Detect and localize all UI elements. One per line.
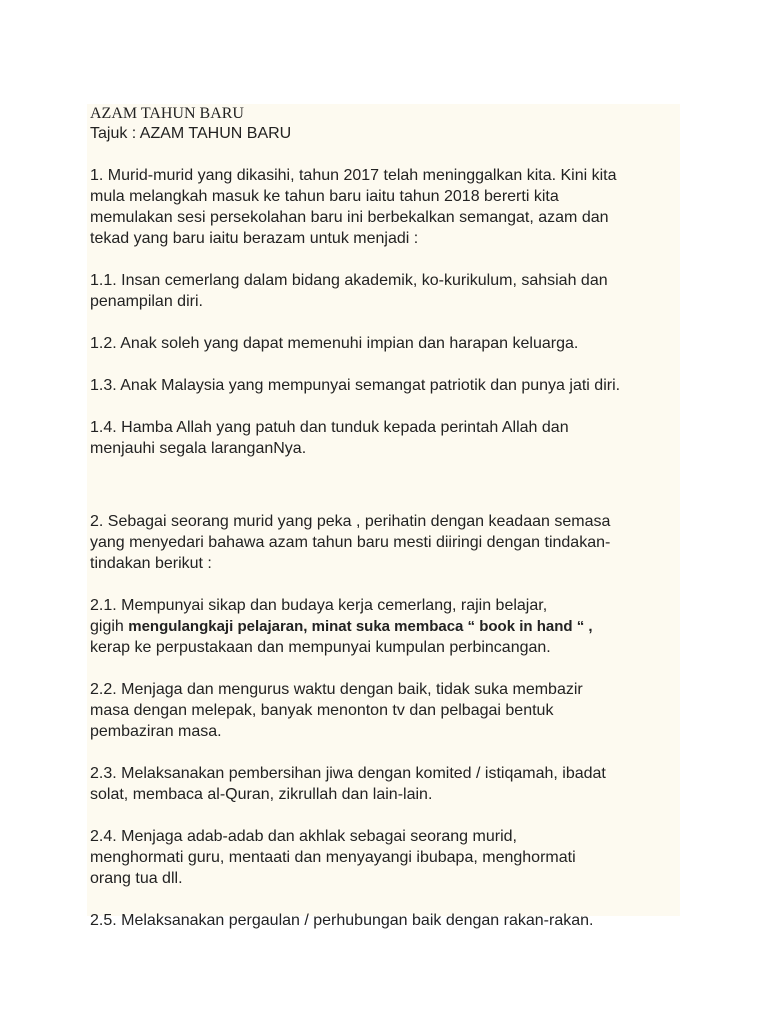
bold-run: mengulangkaji pelajaran, minat suka membaca “ book in hand “ , <box>128 618 593 635</box>
paragraph-gap <box>90 144 678 165</box>
paragraph-gap <box>90 658 678 679</box>
paragraph-line: 2.5. Melaksanakan pergaulan / perhubungan baik dengan rakan-rakan. <box>90 912 594 929</box>
paragraph-line: 2.1. Mempunyai sikap dan budaya kerja cemerlang, rajin belajar, <box>90 597 548 614</box>
paragraph-line: penampilan diri. <box>90 293 203 310</box>
paragraph-line: masa dengan melepak, banyak menonton tv dan pelbagai bentuk <box>90 702 554 719</box>
paragraph-line: menjauhi segala laranganNya. <box>90 440 307 457</box>
paragraph-1-2 <box>90 333 678 354</box>
paragraph-2-3 <box>90 763 678 805</box>
paragraph-line: orang tua dll. <box>90 870 183 887</box>
paragraph-gap <box>90 490 678 511</box>
document-content <box>90 104 678 931</box>
paragraph-line: solat, membaca al-Quran, zikrullah dan lain-lain. <box>90 786 433 803</box>
paragraph-1 <box>90 165 678 249</box>
paragraph-2-1 <box>90 595 678 658</box>
paragraph-1-1 <box>90 270 678 312</box>
paragraph-run: gigih <box>90 618 129 635</box>
paragraph-line: 1.3. Anak Malaysia yang mempunyai semangat patriotik dan punya jati diri. <box>90 377 621 394</box>
paragraph-line: 1.2. Anak soleh yang dapat memenuhi impian dan harapan keluarga. <box>90 335 579 352</box>
paragraph-1-4 <box>90 417 678 459</box>
paragraph-line: tekad yang baru iaitu berazam untuk menjadi : <box>90 230 419 247</box>
document-heading: AZAM TAHUN BARU <box>90 105 244 122</box>
paragraph-gap <box>90 396 678 417</box>
paragraph-1-3 <box>90 375 678 396</box>
paragraph-line: 1. Murid-murid yang dikasihi, tahun 2017 telah meninggalkan kita. Kini kita <box>90 167 617 184</box>
paragraph-line: 2.2. Menjaga dan mengurus waktu dengan baik, tidak suka membazir <box>90 681 583 698</box>
paragraph-line: yang menyedari bahawa azam tahun baru mesti diiringi dengan tindakan- <box>90 534 611 551</box>
paragraph-line: 2.4. Menjaga adab-adab dan akhlak sebagai seorang murid, <box>90 828 517 845</box>
paragraph-line: kerap ke perpustakaan dan mempunyai kumpulan perbincangan. <box>90 639 551 656</box>
paragraph-2-4 <box>90 826 678 889</box>
paragraph-line: 2. Sebagai seorang murid yang peka , perihatin dengan keadaan semasa <box>90 513 611 530</box>
paragraph-2 <box>90 511 678 574</box>
paragraph-line: pembaziran masa. <box>90 723 222 740</box>
paragraph-line: memulakan sesi persekolahan baru ini berbekalkan semangat, azam dan <box>90 209 609 226</box>
paragraph-2-2 <box>90 679 678 742</box>
paragraph-gap <box>90 805 678 826</box>
paragraph-line-mixed <box>90 616 678 637</box>
paragraph-gap <box>90 742 678 763</box>
paragraph-gap <box>90 889 678 910</box>
paragraph-gap <box>90 574 678 595</box>
paragraph-gap <box>90 249 678 270</box>
paragraph-line: 1.4. Hamba Allah yang patuh dan tunduk kepada perintah Allah dan <box>90 419 569 436</box>
paragraph-line: 1.1. Insan cemerlang dalam bidang akademik, ko-kurikulum, sahsiah dan <box>90 272 608 289</box>
paragraph-gap <box>90 312 678 333</box>
paragraph-line: mula melangkah masuk ke tahun baru iaitu tahun 2018 bererti kita <box>90 188 559 205</box>
paragraph-line: menghormati guru, mentaati dan menyayangi ibubapa, menghormati <box>90 849 576 866</box>
paragraph-line: 2.3. Melaksanakan pembersihan jiwa dengan komited / istiqamah, ibadat <box>90 765 606 782</box>
document-subtitle: Tajuk : AZAM TAHUN BARU <box>90 125 292 142</box>
paragraph-2-5 <box>90 910 678 931</box>
paragraph-line: tindakan berikut : <box>90 555 212 572</box>
paragraph-gap <box>90 354 678 375</box>
paragraph-gap <box>90 459 678 490</box>
